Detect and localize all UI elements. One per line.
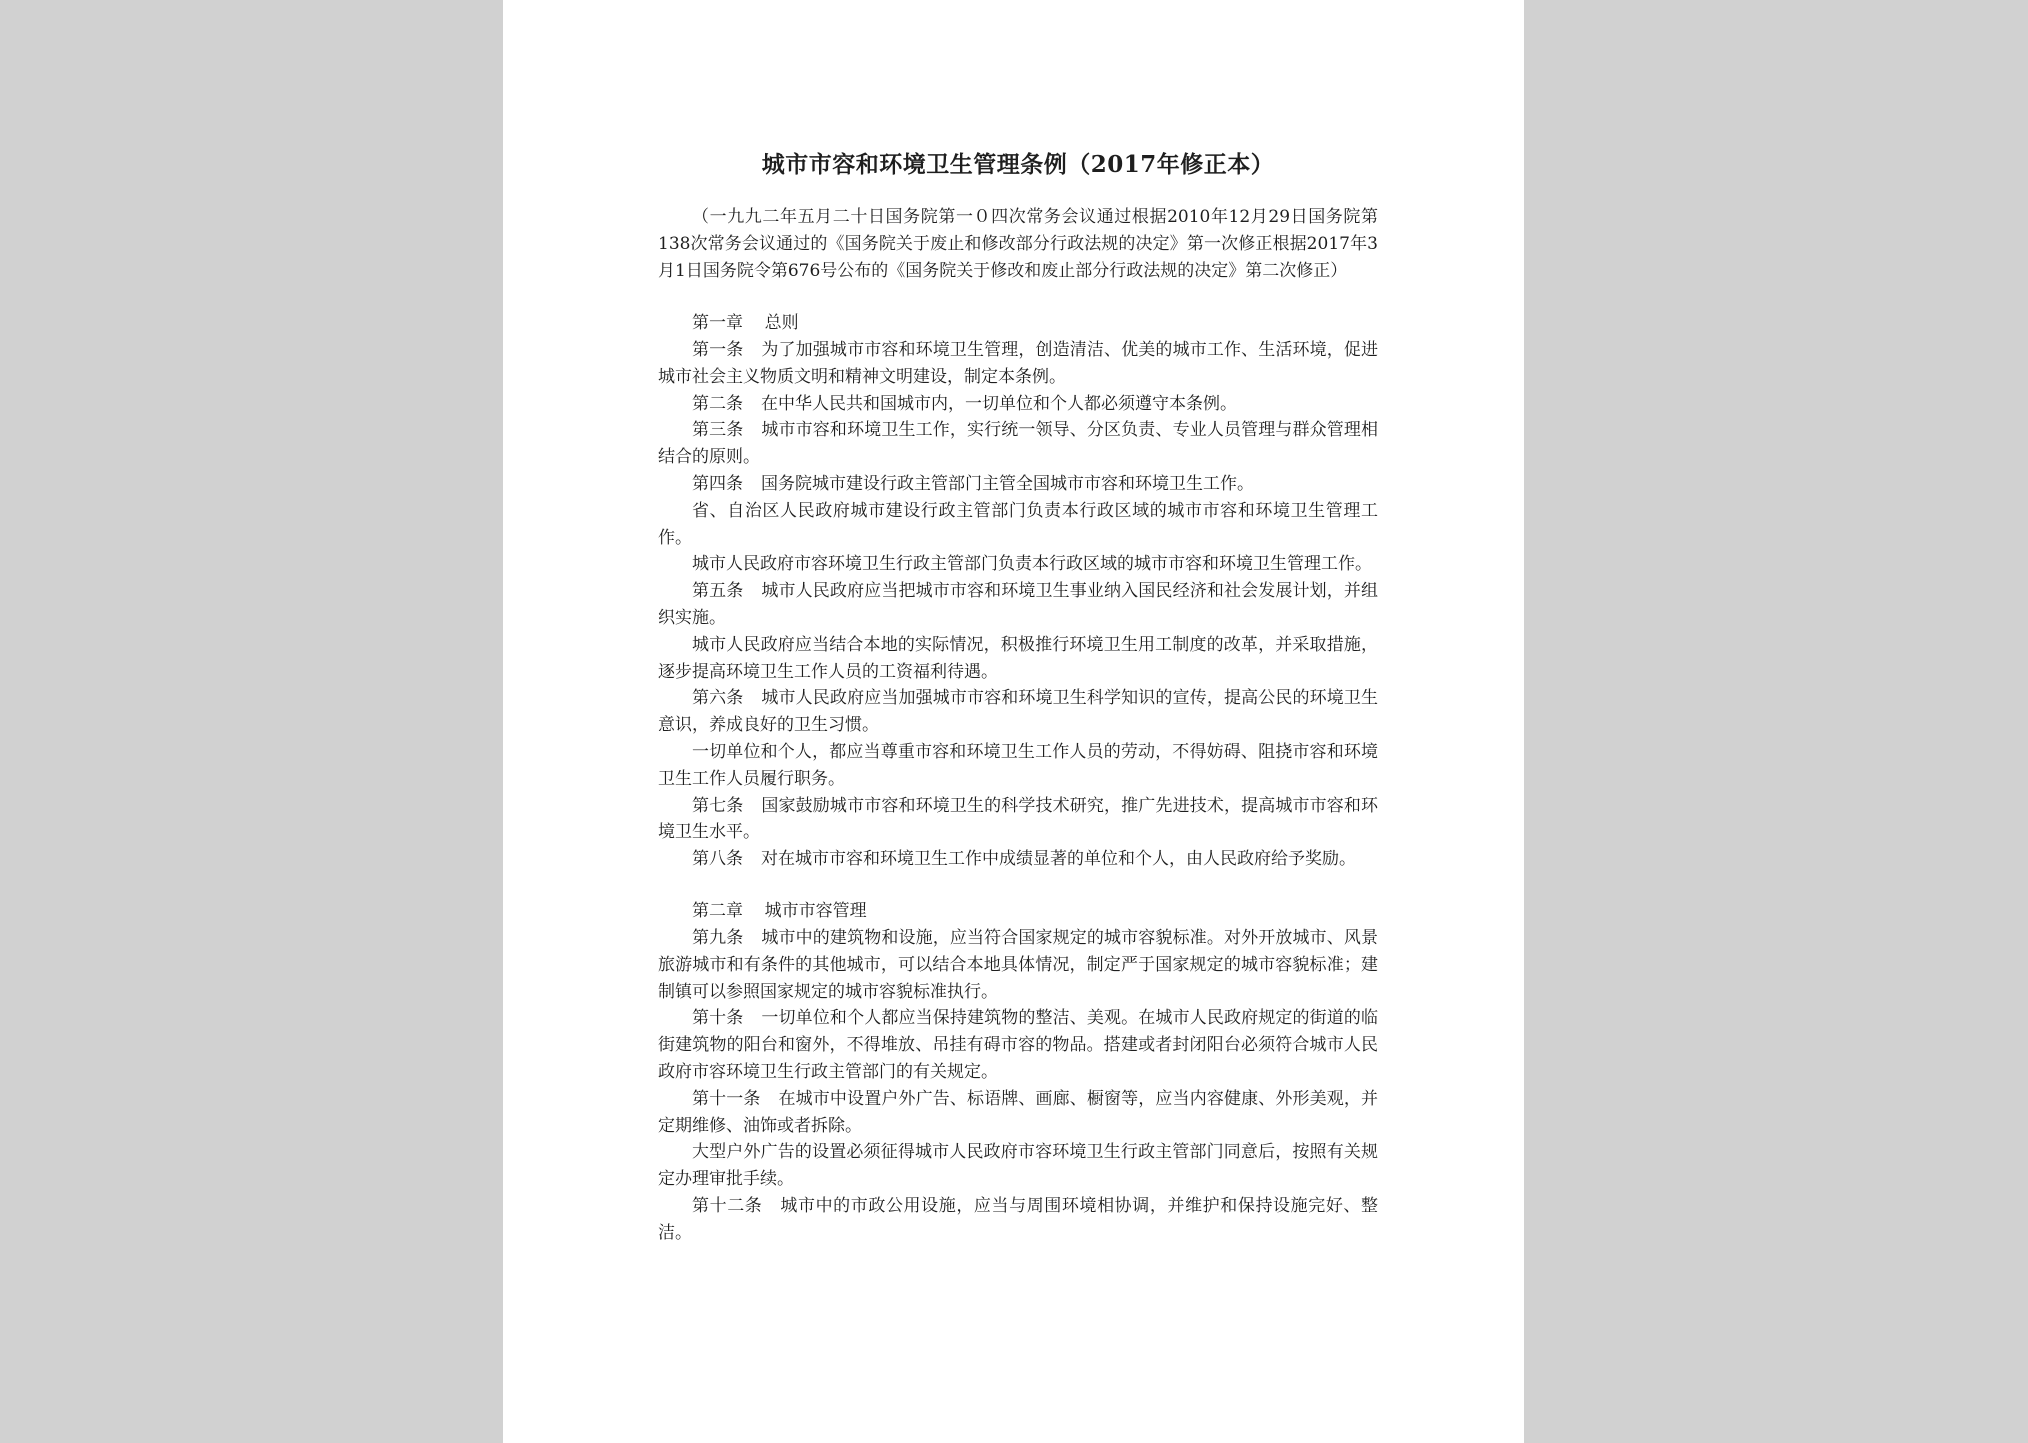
article-text: 城市人民政府应当把城市市容和环境卫生事业纳入国民经济和社会发展计划，并组织实施。 [658, 581, 1379, 628]
document-title: 城市市容和环境卫生管理条例（2017年修正本） [761, 151, 1275, 178]
article-text: 城市人民政府应当加强城市市容和环境卫生科学知识的宣传，提高公民的环境卫生意识，养成良好的卫生习惯。 [658, 688, 1379, 736]
article-paragraph [658, 739, 1378, 793]
article-paragraph [658, 925, 1378, 1005]
document-preamble: （一九九二年五月二十日国务院第一０四次常务会议通过根据2010年12月29日国务院第138次常务会议通过的《国务院关于废止和修改部分行政法规的决定》第一次修正根据2017年3月1日国务院令第676号公布的《国务院关于修改和废止部分行政法规的决定》第二次修正） [658, 207, 1378, 281]
article-text: 在城市中设置户外广告、标语牌、画廊、橱窗等，应当内容健康、外形美观，并定期维修、油饰或者拆除。 [658, 1088, 1379, 1136]
chapter-title: 总则 [764, 313, 799, 333]
article-text: 国务院城市建设行政主管部门主管全国城市市容和环境卫生工作。 [761, 473, 1254, 494]
article-number: 第八条 [692, 849, 743, 870]
article-number: 第十二条 [692, 1195, 763, 1216]
chapter-body [658, 925, 1378, 1247]
article-paragraph [658, 417, 1378, 471]
document-content [658, 148, 1378, 1247]
article-paragraph [658, 1005, 1378, 1085]
article-number: 第五条 [692, 581, 744, 602]
article-number: 第二条 [692, 393, 743, 414]
article-paragraph [658, 1193, 1378, 1247]
article-number: 第十一条 [692, 1088, 761, 1109]
article-number: 第十条 [692, 1008, 744, 1029]
article-paragraph [658, 793, 1378, 847]
article-text: 城市人民政府市容环境卫生行政主管部门负责本行政区域的城市市容和环境卫生管理工作。 [692, 554, 1372, 575]
article-text: 省、自治区人民政府城市建设行政主管部门负责本行政区域的城市市容和环境卫生管理工作。 [658, 500, 1378, 548]
article-paragraph [658, 551, 1378, 578]
article-number: 第三条 [692, 420, 744, 441]
article-paragraph [658, 1139, 1378, 1193]
article-text: 国家鼓励城市市容和环境卫生的科学技术研究，推广先进技术，提高城市市容和环境卫生水平。 [658, 795, 1379, 843]
article-number: 第四条 [692, 473, 743, 494]
article-number: 第九条 [692, 927, 744, 948]
article-paragraph [658, 337, 1378, 391]
article-paragraph [658, 632, 1378, 686]
article-text: 城市市容和环境卫生工作，实行统一领导、分区负责、专业人员管理与群众管理相结合的原则。 [658, 420, 1379, 468]
article-text: 一切单位和个人都应当保持建筑物的整洁、美观。在城市人民政府规定的街道的临街建筑物的阳台和窗外，不得堆放、吊挂有碍市容的物品。搭建或者封闭阳台必须符合城市人民政府市容环境卫生行政主管部门的有关规定。 [658, 1008, 1379, 1082]
article-number: 第七条 [692, 795, 744, 816]
chapter-heading [658, 898, 1378, 925]
chapter-number: 第二章 [692, 900, 743, 921]
article-paragraph [658, 391, 1378, 418]
article-paragraph [658, 846, 1378, 873]
article-text: 大型户外广告的设置必须征得城市人民政府市容环境卫生行政主管部门同意后，按照有关规定办理审批手续。 [658, 1142, 1378, 1190]
article-text: 为了加强城市市容和环境卫生管理，创造清洁、优美的城市工作、生活环境，促进城市社会主义物质文明和精神文明建设，制定本条例。 [658, 340, 1379, 387]
article-paragraph [658, 471, 1378, 498]
chapter-title: 城市市容管理 [764, 900, 867, 921]
chapter-body [658, 337, 1378, 873]
chapter-heading [658, 310, 1378, 337]
article-number: 第六条 [692, 688, 744, 709]
article-paragraph [658, 1086, 1378, 1140]
article-text: 一切单位和个人，都应当尊重市容和环境卫生工作人员的劳动，不得妨碍、阻挠市容和环境卫生工作人员履行职务。 [658, 741, 1378, 789]
document-page [503, 0, 1524, 1443]
chapter-number: 第一章 [692, 313, 743, 333]
article-text: 城市中的建筑物和设施，应当符合国家规定的城市容貌标准。对外开放城市、风景旅游城市和有条件的其他城市，可以结合本地具体情况，制定严于国家规定的城市容貌标准；建制镇可以参照国家规定的城市容貌标准执行。 [658, 927, 1379, 1002]
article-text: 在中华人民共和国城市内，一切单位和个人都必须遵守本条例。 [761, 393, 1237, 414]
article-paragraph [658, 578, 1378, 632]
article-number: 第一条 [692, 340, 744, 360]
article-text: 对在城市市容和环境卫生工作中成绩显著的单位和个人，由人民政府给予奖励。 [761, 849, 1356, 870]
article-text: 城市人民政府应当结合本地的实际情况，积极推行环境卫生用工制度的改革，并采取措施，逐步提高环境卫生工作人员的工资福利待遇。 [658, 634, 1378, 682]
article-paragraph [658, 498, 1378, 552]
article-paragraph [658, 685, 1378, 739]
article-text: 城市中的市政公用设施，应当与周围环境相协调，并维护和保持设施完好、整洁。 [658, 1195, 1379, 1243]
